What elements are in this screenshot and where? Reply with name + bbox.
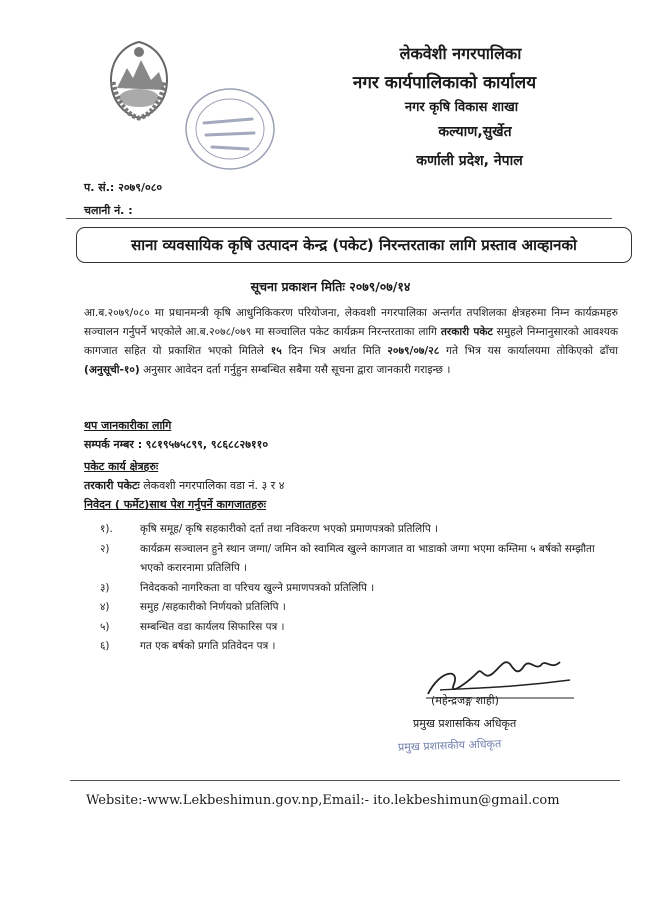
list-item: ३) निवेदकको नागरिकता वा परिचय खुल्ने प्रमाणपत्रको प्रतिलिपि ।: [100, 581, 375, 594]
province-address: कर्णाली प्रदेश, नेपाल: [416, 153, 523, 169]
list-item: ५) सम्बन्धित वडा कार्यलय सिफारिस पत्र ।: [100, 620, 285, 633]
notice-title-box: [76, 227, 632, 263]
dispatch-number: चलानी नं. :: [84, 204, 133, 217]
office-name: नगर कार्यपालिकाको कार्यालय: [352, 73, 537, 93]
footer-divider: [70, 780, 620, 781]
pocket-line: तरकारी पकेटः लेकवशी नगरपालिका वडा नं. ३ र ४: [84, 479, 285, 492]
municipality-name: लेकवेशी नगरपालिका: [399, 44, 522, 63]
designation-stamp: प्रमुख प्रशासकीय अधिकृत: [397, 737, 502, 754]
nepal-emblem-logo: [103, 38, 175, 122]
contact-line: सम्पर्क नम्बर : ९८१९५७५८९९, ९८६८८२७११०: [84, 438, 269, 451]
branch-name: नगर कृषि विकास शाखा: [404, 100, 519, 115]
list-item: ६) गत एक बर्षको प्रगति प्रतिवेदन पत्र ।: [100, 640, 276, 652]
notice-title: साना व्यवसायिक कृषि उत्पादन केन्द्र (पकेट) निरन्तरताका लागि प्रस्ताव आव्हानको: [131, 236, 577, 254]
signatory-title: प्रमुख प्रशासकिय अधिकृत: [413, 717, 517, 730]
contact-heading: थप जानकारीका लागि: [84, 419, 172, 432]
header-divider: [66, 218, 612, 219]
pocket-heading: पकेट कार्य क्षेत्रहरुः: [84, 460, 159, 473]
list-item: १). कृषि समूह/ कृषि सहकारीको दर्ता तथा नविकरण भएको प्रमाणपत्रको प्रतिलिपि ।: [100, 523, 438, 535]
notice-body: आ.ब.२०७९/०८० मा प्रधानमन्त्री कृषि आधुनिकिकरण परियोजना, लेकवशी नगरपालिका अन्तर्गत तपशिलका क्षेत्रहरुमा निम्न कार्यक्रमहरु सञ्चालन गर्नुपर्ने भएकोले आ.ब.२०७८/०७९ मा सञ्चालित पकेट कार्यक्रम निरन्तरताका लागि तरकारी पकेट समुहले निम्नानुसारको आवश्यक कागजात सहित यो प्रकाशित भएको मितिले १५ दिन भित्र अर्थात मिति २०७९/०७/२८ गते भित्र यस कार्यालयमा तोकिएको ढाँचा (अनुसूची-१०) अनुसार आवेदन दर्ता गर्नुहुन सम्बन्धित सबैमा यसै सूचना द्वारा जानकारी गराइन्छ ।: [84, 307, 618, 376]
reference-number: प. सं.: २०७९/०८०: [84, 181, 163, 194]
documents-heading: निवेदन ( फर्मेट)साथ पेश गर्नुपर्ने कागजातहरुः: [84, 498, 266, 511]
signatory-name: (महेन्द्रजङ्ग शाही): [431, 694, 499, 707]
documents-list: [100, 520, 620, 657]
list-item: ४) समुह /सहकारीको निर्णयको प्रतिलिपि ।: [100, 601, 286, 613]
notice-publish-date: सूचना प्रकाशन मितिः २०७९/०७/१४: [250, 279, 411, 294]
office-address: कल्याण,सुर्खेत: [438, 124, 512, 140]
footer-contact: Website:-www.Lekbeshimun.gov.np,Email:- ito.lekbeshimun@gmail.com: [86, 793, 560, 808]
list-item: २) कार्यक्रम सञ्चालन हुने स्थान जग्गा/ जमिन को स्वामित्व खुल्ने कागजात वा भाडाको जग्गा भएमा कम्तिमा ५ बर्षको सम्झौता भएको करारनामा प्रतिलिपि ।: [100, 542, 595, 574]
contact-numbers: ९८१९५७५८९९, ९८६८८२७११०: [145, 438, 269, 451]
